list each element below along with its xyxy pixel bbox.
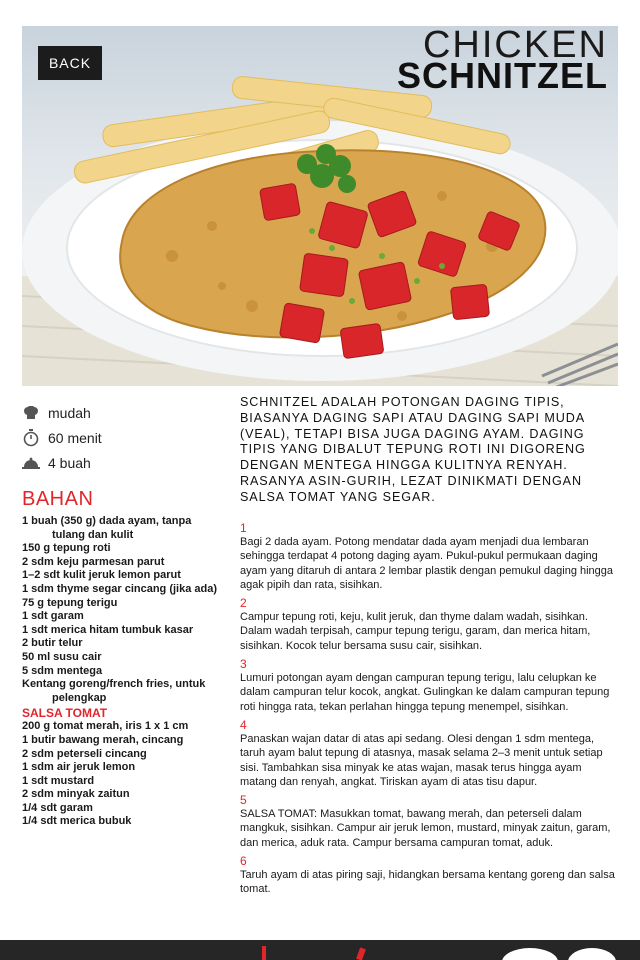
method-steps (240, 521, 618, 901)
ingredient-item: 1 sdt garam (22, 610, 84, 623)
recipe-title-line2: SCHNITZEL (397, 55, 608, 96)
ingredient-item: 75 g tepung terigu (22, 596, 118, 609)
serving-cloche-icon (22, 454, 40, 472)
difficulty-text: mudah (48, 404, 91, 421)
ingredient-item: 2 sdm peterseli cincang (22, 747, 147, 760)
ingredient-item: 200 g tomat merah, iris 1 x 1 cm (22, 720, 189, 733)
ingredient-item: 5 sdm mentega (22, 664, 103, 677)
step-text: Campur tepung roti, keju, kulit jeruk, dan thyme dalam wadah, sisihkan. Dalam wadah terpisah, campur tepung terigu, garam, dan merica hitam, sisihkan. Kocok telur bersama susu cair, sisihkan. (240, 611, 591, 652)
recipe-title-line1: CHICKEN (422, 24, 608, 66)
ingredient-item: 1 butir bawang merah, cincang (22, 733, 184, 746)
step-text: Taruh ayam di atas piring saji, hidangkan bersama kentang goreng dan salsa tomat. (240, 869, 615, 896)
ingredient-item: 150 g tepung roti (22, 542, 111, 555)
step-3 (240, 657, 618, 714)
stopwatch-icon (22, 429, 40, 447)
step-text: Panaskan wajan datar di atas api sedang. Olesi dengan 1 sdm mentega, taruh ayam balut tepung di atasnya, masak selama 2–3 menit untuk setiap sisi. Tambahkan sisa minyak ke atas wajan, masak terus hingga ayam matang dan renyah, angkat. Tiriskan ayam di atas tisu dapur. (240, 732, 603, 788)
step-number: 1 (240, 521, 247, 535)
step-1 (240, 521, 618, 592)
ingredient-item: 2 sdm keju parmesan parut (22, 555, 165, 568)
salsa-subheading: SALSA TOMAT (22, 706, 108, 721)
ingredient-item: 1/4 sdt garam (22, 801, 93, 814)
ingredient-item: 1–2 sdt kulit jeruk lemon parut (22, 569, 181, 582)
ingredient-item: 50 ml susu cair (22, 650, 102, 663)
step-5 (240, 793, 618, 850)
difficulty-row (22, 400, 222, 425)
chef-hat-icon (22, 404, 40, 422)
recipe-info (22, 400, 222, 475)
duration-text: 60 menit (48, 429, 102, 446)
bottom-toolbar (0, 940, 640, 960)
step-6 (240, 854, 618, 897)
step-number: 4 (240, 717, 247, 732)
ingredient-item: 2 butir telur (22, 637, 83, 650)
step-4 (240, 718, 618, 789)
bottom-decoration (0, 940, 640, 960)
step-number: 5 (240, 793, 247, 808)
duration-row (22, 425, 222, 450)
step-2 (240, 596, 618, 653)
ingredient-item: 1 sdm thyme segar cincang (jika ada) (22, 582, 218, 595)
ingredient-item: 1 sdt merica hitam tumbuk kasar (22, 623, 194, 636)
servings-row (22, 450, 222, 475)
ingredient-item: 2 sdm minyak zaitun (22, 788, 130, 801)
ingredient-item: Kentang goreng/french fries, untuk pelengkap (22, 678, 206, 704)
ingredients-list (22, 515, 227, 705)
ingredient-item: 1 sdt mustard (22, 774, 95, 787)
ingredient-item: 1/4 sdt merica bubuk (22, 815, 132, 828)
ingredients-heading: BAHAN (22, 488, 94, 510)
salsa-ingredients-list (22, 720, 227, 829)
ingredient-item: 1 sdm air jeruk lemon (22, 761, 136, 774)
step-text: Lumuri potongan ayam dengan campuran tepung terigu, lalu celupkan ke dalam campuran telur kocok, angkat. Gulingkan ke dalam campuran tepung roti hingga rata, tekan perlahan hingga tepung menempel, sisihkan. (240, 672, 610, 713)
step-number: 6 (240, 854, 247, 869)
step-text: SALSA TOMAT: Masukkan tomat, bawang merah, dan peterseli dalam mangkuk, sisihkan. Campur air jeruk lemon, mustard, minyak zaitun, garam, dan merica, aduk rata. Campur bersama campuran tomat, aduk. (240, 808, 611, 849)
step-number: 2 (240, 596, 247, 611)
back-button[interactable]: BACK (38, 46, 102, 80)
step-text: Bagi 2 dada ayam. Potong mendatar dada ayam menjadi dua lembaran sehingga terdapat 4 potong daging ayam. Pukul-pukul permukaan daging ayam yang ditaruh di antara 2 lembar plastik dengan pemukul daging hingga agak pipih dan rata, sisihkan. (240, 536, 614, 591)
ingredients-section (22, 488, 227, 829)
recipe-intro: SCHNITZEL ADALAH POTONGAN DAGING TIPIS, BIASANYA DAGING SAPI ATAU DAGING SAPI MUDA (VEAL), TETAPI BISA JUGA DAGING AYAM. DAGING TIPIS YANG DIBALUT TEPUNG ROTI INI DIGORENG DENGAN MENTEGA HINGGA KULITNYA RENYAH. RASANYA ASIN-GURIH, LEZAT DINIKMATI DENGAN SALSA TOMAT YANG SEGAR. (240, 395, 586, 504)
step-number: 3 (240, 657, 247, 672)
ingredient-item: 1 buah (350 g) dada ayam, tanpa tulang dan kulit (22, 515, 192, 541)
servings-text: 4 buah (48, 454, 91, 471)
